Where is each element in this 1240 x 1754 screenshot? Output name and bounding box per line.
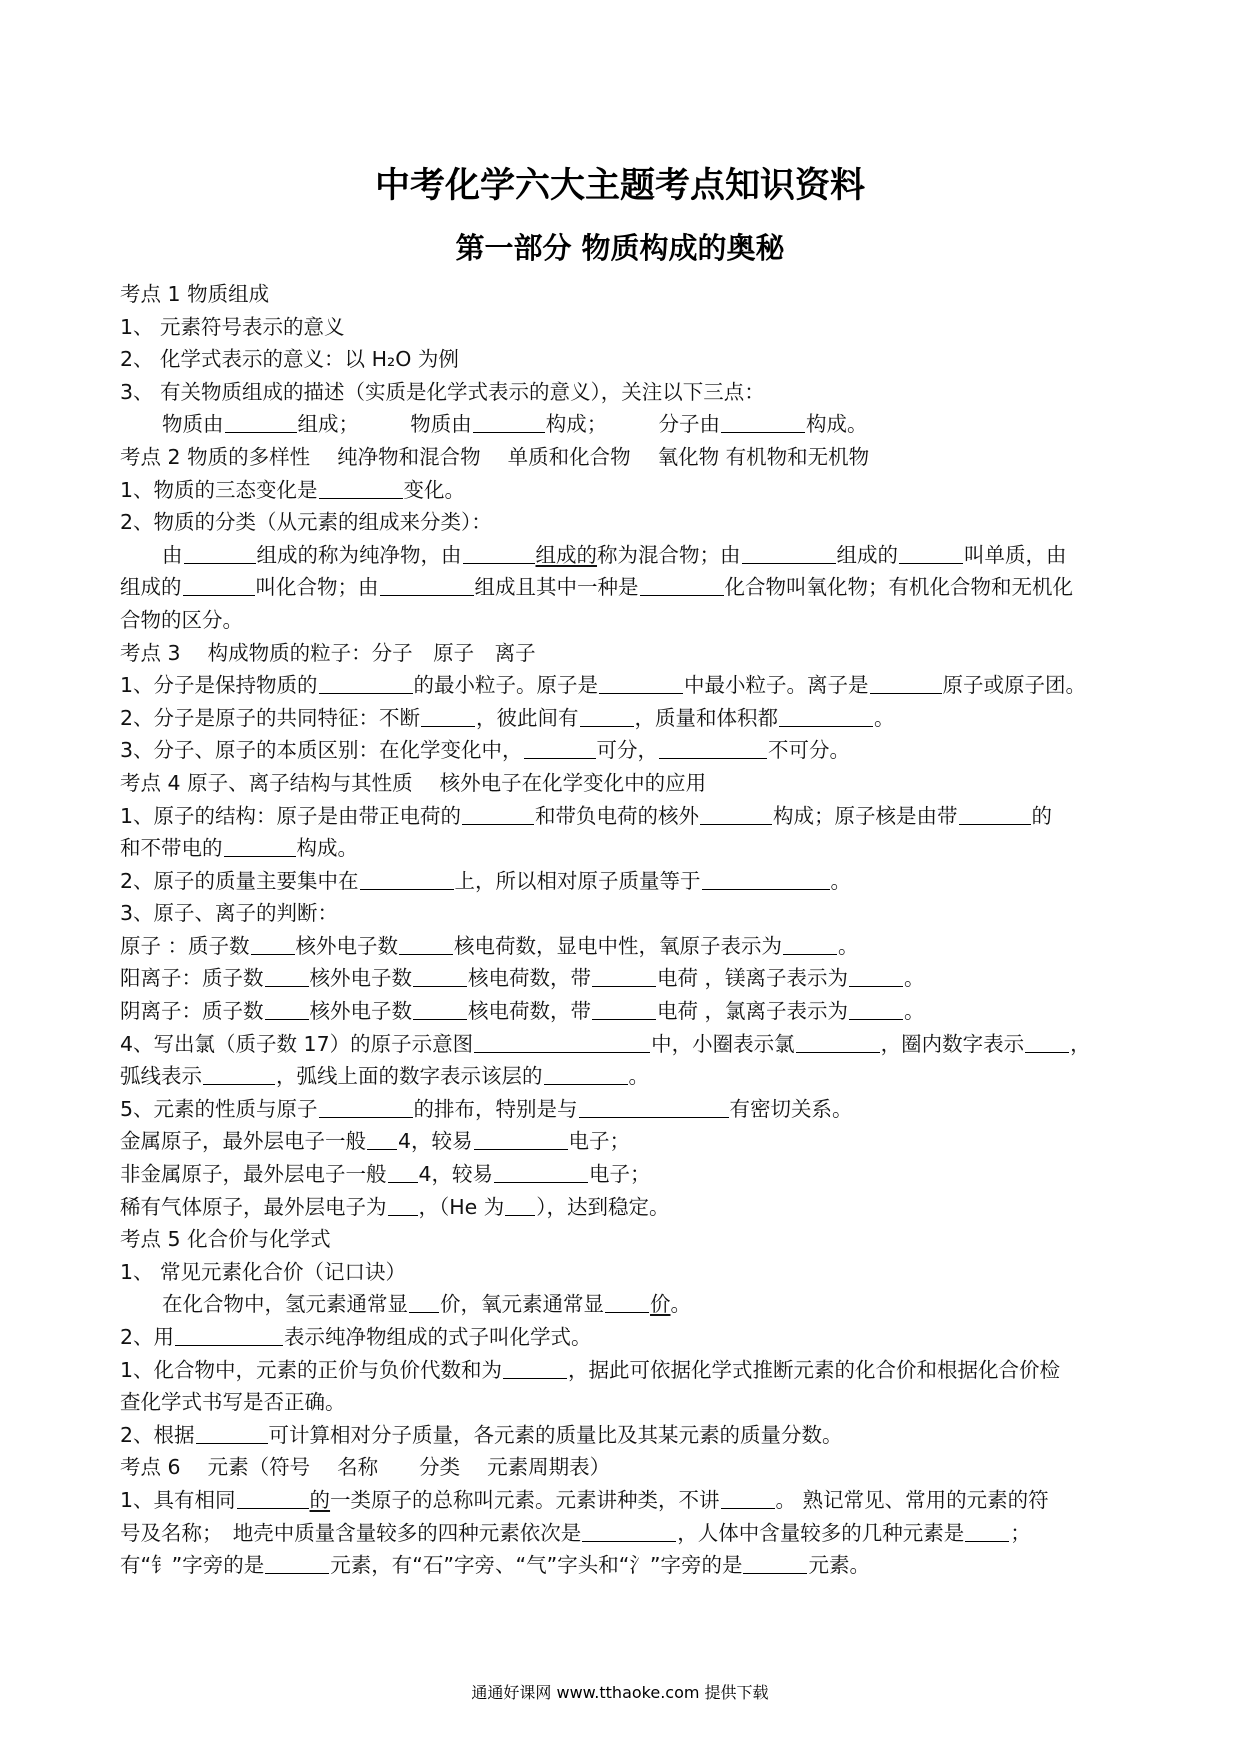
- text-line: [120, 962, 1130, 995]
- fill-in-blank: [413, 999, 467, 1020]
- fill-in-blank: [184, 543, 256, 564]
- line-text: 。 熟记常见、常用的元素的符: [775, 1487, 1049, 1512]
- line-text: ，质量和体积都: [634, 705, 779, 730]
- line-text: 组成且其中一种是: [474, 575, 639, 600]
- page-footer: 通通好课网 www.tthaoke.com 提供下载: [471, 1683, 769, 1702]
- text-line: [120, 800, 1130, 833]
- text-line: [120, 1191, 1130, 1224]
- fill-in-blank: [473, 412, 545, 433]
- fill-in-blank: [265, 999, 309, 1020]
- line-text: 电荷 ，氯离子表示为: [657, 999, 849, 1024]
- line-text: 考点 3 构成物质的粒子：分子 原子 离子: [120, 640, 536, 665]
- text-line: [120, 995, 1130, 1028]
- line-text: 。: [838, 933, 859, 958]
- line-text: 1、原子的结构：原子是由带正电荷的: [120, 803, 462, 828]
- fill-in-blank: [849, 966, 903, 987]
- underlined-text: 价: [650, 1292, 671, 1317]
- line-text: 核外电子数: [295, 933, 399, 958]
- fill-in-blank: [474, 1032, 650, 1053]
- line-text: 。: [628, 1064, 649, 1089]
- fill-in-blank: [582, 1521, 676, 1542]
- line-text: 1、 元素符号表示的意义: [120, 314, 345, 339]
- text-line: [120, 1028, 1130, 1061]
- line-text: ，彼此间有: [476, 705, 579, 730]
- fill-in-blank: [959, 804, 1031, 825]
- line-text: ，据此可依据化学式推断元素的化合价和根据化合价检: [568, 1357, 1061, 1382]
- line-text: 叫化合物；由: [255, 575, 379, 600]
- line-text: ，圈内数字表示: [880, 1031, 1025, 1056]
- text-line: [120, 897, 1130, 930]
- text-line: [120, 1517, 1130, 1550]
- fill-in-blank: [599, 673, 683, 694]
- fill-in-blank: [870, 673, 942, 694]
- line-text: 一类原子的总称叫元素。元素讲种类，不讲: [330, 1487, 720, 1512]
- line-text: 组成； 物质由: [297, 412, 472, 437]
- line-text: 考点 1 物质组成: [120, 282, 270, 306]
- line-text: 1、物质的三态变化是: [120, 477, 318, 502]
- text-line: [120, 604, 1130, 637]
- fill-in-blank: [388, 1162, 418, 1183]
- line-text: 和不带电的: [120, 836, 223, 861]
- underlined-text: 的: [309, 1487, 331, 1512]
- line-text: 4，较易: [398, 1129, 473, 1154]
- line-text: 。: [904, 999, 925, 1024]
- document-body: [120, 278, 1130, 1582]
- line-text: 考点 5 化合价与化学式: [120, 1227, 331, 1252]
- line-text: 号及名称； 地壳中质量含量较多的四种元素依次是: [120, 1520, 582, 1545]
- text-line: [120, 1386, 1130, 1419]
- line-text: 2、根据: [120, 1422, 195, 1447]
- line-text: 上，所以相对原子质量等于: [454, 868, 701, 893]
- text-line: [120, 506, 1130, 539]
- fill-in-blank: [1025, 1032, 1069, 1053]
- line-text: 金属原子，最外层电子一般: [120, 1129, 366, 1154]
- fill-in-blank: [721, 412, 805, 433]
- line-text: 和带负电荷的核外: [535, 803, 700, 828]
- line-text: ，弧线上面的数字表示该层的: [276, 1064, 543, 1089]
- line-text: 考点 6 元素（符号 名称 分类 元素周期表）: [120, 1455, 611, 1480]
- line-text: 合物的区分。: [120, 607, 243, 632]
- line-text: 阳离子：质子数: [120, 966, 264, 991]
- text-line: [120, 408, 1130, 441]
- line-text: 电荷 ，镁离子表示为: [657, 966, 849, 991]
- text-line: [120, 1223, 1130, 1256]
- text-line: [120, 1419, 1130, 1452]
- text-line: [120, 1288, 1130, 1321]
- fill-in-blank: [743, 1553, 807, 1574]
- fill-in-blank: [413, 966, 467, 987]
- fill-in-blank: [659, 738, 767, 759]
- line-text: 1、具有相同: [120, 1487, 236, 1512]
- line-text: 。: [874, 705, 895, 730]
- fill-in-blank: [721, 1488, 775, 1509]
- fill-in-blank: [474, 1129, 568, 1150]
- line-text: 的: [1031, 803, 1053, 828]
- fill-in-blank: [580, 706, 634, 727]
- fill-in-blank: [175, 1325, 283, 1346]
- line-text: 元素。: [808, 1553, 870, 1578]
- text-line: [120, 278, 1130, 311]
- line-text: 。: [670, 1292, 691, 1317]
- fill-in-blank: [505, 1195, 535, 1216]
- line-text: 2、分子是原子的共同特征：不断: [120, 705, 421, 730]
- line-text: 核外电子数: [309, 966, 412, 991]
- line-text: ），达到稳定。: [536, 1194, 670, 1219]
- line-text: 化合物叫氧化物；有机化合物和无机化: [724, 575, 1073, 600]
- fill-in-blank: [700, 804, 772, 825]
- text-line: [120, 441, 1130, 474]
- line-text: 电子；: [589, 1162, 651, 1187]
- fill-in-blank: [503, 1358, 567, 1379]
- line-text: 组成的: [120, 575, 182, 600]
- fill-in-blank: [203, 1064, 275, 1085]
- line-text: 在化合物中，氢元素通常显: [162, 1292, 408, 1317]
- fill-in-blank: [319, 673, 413, 694]
- line-text: 称为混合物；由: [597, 542, 741, 567]
- text-line: [120, 376, 1130, 409]
- fill-in-blank: [783, 934, 837, 955]
- line-text: 的排布，特别是与: [413, 1096, 578, 1121]
- line-text: ，: [1070, 1031, 1091, 1056]
- text-line: [120, 1158, 1130, 1191]
- line-text: 组成的称为纯净物，由: [256, 542, 462, 567]
- line-text: 变化。: [403, 477, 466, 502]
- line-text: 1、 常见元素化合价（记口诀）: [120, 1259, 407, 1284]
- line-text: 构成；原子核是由带: [773, 803, 958, 828]
- fill-in-blank: [544, 1064, 628, 1085]
- line-text: 中最小粒子。离子是: [684, 673, 869, 698]
- fill-in-blank: [742, 543, 836, 564]
- underlined-text: 组成的: [535, 542, 597, 567]
- line-text: 原子 ：质子数: [120, 933, 250, 958]
- text-line: [120, 1354, 1130, 1387]
- fill-in-blank: [265, 1553, 329, 1574]
- line-text: 构成。: [806, 412, 868, 437]
- line-text: 5、元素的性质与原子: [120, 1096, 318, 1121]
- line-text: 2、原子的质量主要集中在: [120, 868, 359, 893]
- fill-in-blank: [237, 1488, 309, 1509]
- fill-in-blank: [592, 999, 656, 1020]
- fill-in-blank: [640, 575, 724, 596]
- fill-in-blank: [196, 1423, 268, 1444]
- line-text: 考点 2 物质的多样性 纯净物和混合物 单质和化合物 氧化物 有机物和无机物: [120, 444, 870, 469]
- text-line: [120, 669, 1130, 702]
- line-text: 弧线表示: [120, 1064, 202, 1089]
- text-line: [120, 1125, 1130, 1158]
- fill-in-blank: [421, 706, 475, 727]
- text-line: [120, 571, 1130, 604]
- fill-in-blank: [251, 934, 295, 955]
- line-text: 组成的: [836, 542, 898, 567]
- text-line: [120, 930, 1130, 963]
- line-text: 非金属原子，最外层电子一般: [120, 1162, 387, 1187]
- text-line: [120, 1321, 1130, 1354]
- fill-in-blank: [494, 1162, 588, 1183]
- fill-in-blank: [409, 1292, 439, 1313]
- line-text: 2、用: [120, 1325, 175, 1349]
- text-line: [120, 832, 1130, 865]
- document-subtitle: 第一部分 物质构成的奥秘: [455, 231, 785, 265]
- line-text: 有密切关系。: [729, 1096, 853, 1121]
- fill-in-blank: [605, 1292, 649, 1313]
- line-text: 中，小圈表示氯: [651, 1031, 795, 1056]
- line-text: 核电荷数，带: [468, 999, 591, 1024]
- line-text: 4，较易: [418, 1162, 494, 1187]
- fill-in-blank: [265, 966, 309, 987]
- text-line: [120, 767, 1130, 800]
- fill-in-blank: [183, 575, 255, 596]
- fill-in-blank: [524, 738, 596, 759]
- text-line: [120, 865, 1130, 898]
- line-text: 4、写出氯（质子数 17）的原子示意图: [120, 1031, 474, 1056]
- text-line: [120, 734, 1130, 767]
- fill-in-blank: [380, 575, 474, 596]
- fill-in-blank: [796, 1032, 880, 1053]
- text-line: [120, 702, 1130, 735]
- text-line: [120, 311, 1130, 344]
- fill-in-blank: [399, 934, 453, 955]
- fill-in-blank: [779, 706, 873, 727]
- line-text: ；: [1010, 1520, 1031, 1545]
- fill-in-blank: [360, 869, 454, 890]
- text-line: [120, 1549, 1130, 1582]
- line-text: 1、分子是保持物质的: [120, 673, 318, 698]
- line-text: 核电荷数，带: [468, 966, 591, 991]
- line-text: 核电荷数，显电中性，氧原子表示为: [454, 933, 783, 958]
- fill-in-blank: [319, 1097, 413, 1118]
- line-text: 构成； 分子由: [545, 412, 720, 437]
- line-text: 2、 化学式表示的意义：以 H₂O 为例: [120, 347, 459, 372]
- fill-in-blank: [367, 1129, 397, 1150]
- fill-in-blank: [592, 966, 656, 987]
- fill-in-blank: [224, 836, 296, 857]
- line-text: 3、原子、离子的判断：: [120, 901, 339, 926]
- line-text: 考点 4 原子、离子结构与其性质 核外电子在化学变化中的应用: [120, 770, 707, 795]
- line-text: 构成。: [296, 836, 358, 861]
- line-text: 。: [830, 868, 852, 893]
- text-line: [120, 343, 1130, 376]
- fill-in-blank: [849, 999, 903, 1020]
- line-text: 可分，: [596, 738, 659, 763]
- fill-in-blank: [463, 543, 535, 564]
- line-text: 的最小粒子。原子是: [413, 673, 599, 698]
- line-text: 原子或原子团。: [942, 673, 1087, 698]
- text-line: [120, 1256, 1130, 1289]
- line-text: 3、 有关物质组成的描述（实质是化学式表示的意义），关注以下三点：: [120, 379, 765, 404]
- line-text: 核外电子数: [309, 999, 412, 1024]
- text-line: [120, 539, 1130, 572]
- line-text: 物质由: [162, 412, 224, 437]
- line-text: 叫单质，由: [964, 542, 1067, 567]
- text-line: [120, 1451, 1130, 1484]
- line-text: 可计算相对分子质量，各元素的质量比及其某元素的质量分数。: [268, 1422, 843, 1447]
- fill-in-blank: [225, 412, 297, 433]
- document-title: 中考化学六大主题考点知识资料: [374, 165, 865, 206]
- text-line: [120, 1484, 1130, 1517]
- line-text: ，（He 为: [418, 1194, 505, 1219]
- fill-in-blank: [579, 1097, 729, 1118]
- line-text: 。: [904, 966, 925, 991]
- line-text: 稀有气体原子，最外层电子为: [120, 1194, 387, 1219]
- text-line: [120, 1060, 1130, 1093]
- line-text: 有“钅”字旁的是: [120, 1553, 265, 1578]
- fill-in-blank: [319, 478, 403, 499]
- line-text: 2、物质的分类（从元素的组成来分类）：: [120, 510, 492, 535]
- line-text: 电子；: [568, 1129, 631, 1154]
- fill-in-blank: [462, 804, 534, 825]
- line-text: 价，氧元素通常显: [440, 1292, 604, 1317]
- fill-in-blank: [899, 543, 963, 564]
- line-text: 由: [162, 542, 183, 567]
- line-text: 1、化合物中，元素的正价与负价代数和为: [120, 1357, 503, 1382]
- line-text: 元素，有“石”字旁、“气”字头和“氵”字旁的是: [330, 1553, 743, 1578]
- line-text: 3、分子、原子的本质区别：在化学变化中，: [120, 738, 523, 763]
- line-text: 不可分。: [768, 738, 851, 763]
- fill-in-blank: [388, 1195, 418, 1216]
- text-line: [120, 637, 1130, 670]
- line-text: 表示纯净物组成的式子叫化学式。: [284, 1325, 592, 1349]
- text-line: [120, 474, 1130, 507]
- line-text: ，人体中含量较多的几种元素是: [677, 1520, 965, 1545]
- text-line: [120, 1093, 1130, 1126]
- fill-in-blank: [965, 1521, 1009, 1542]
- line-text: 查化学式书写是否正确。: [120, 1390, 346, 1415]
- line-text: 阴离子：质子数: [120, 999, 264, 1024]
- fill-in-blank: [702, 869, 830, 890]
